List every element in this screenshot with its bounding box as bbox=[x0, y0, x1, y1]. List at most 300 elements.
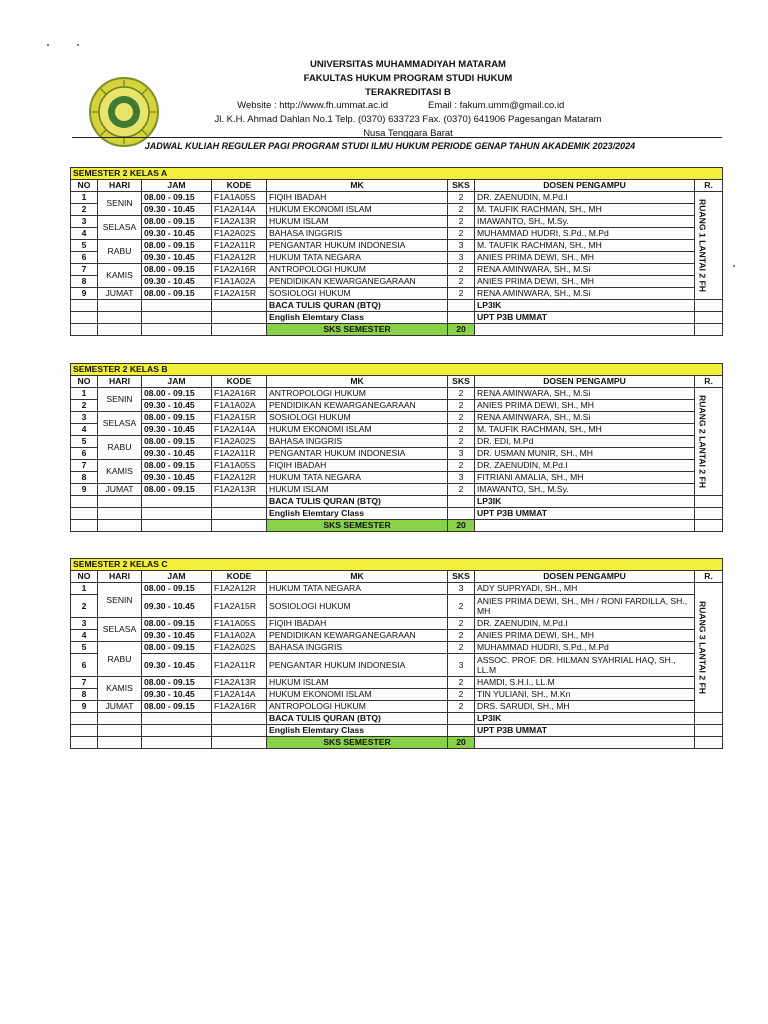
col-jam: JAM bbox=[142, 180, 212, 192]
col-kode: KODE bbox=[212, 180, 267, 192]
table-cell bbox=[71, 520, 98, 532]
table-cell bbox=[98, 725, 142, 737]
sks-total: 20 bbox=[448, 737, 475, 749]
table-cell bbox=[71, 300, 98, 312]
table-cell: 1 bbox=[71, 388, 98, 400]
table-cell: 09.30 - 10.45 bbox=[142, 654, 212, 677]
sks-total: 20 bbox=[448, 324, 475, 336]
table-cell: 8 bbox=[71, 276, 98, 288]
table-row bbox=[71, 472, 723, 484]
table-cell bbox=[98, 520, 142, 532]
table-cell: F1A2A02S bbox=[212, 642, 267, 654]
table-cell: FIQIH IBADAH bbox=[267, 618, 448, 630]
table-row bbox=[71, 583, 723, 595]
table-cell: LP3IK bbox=[475, 496, 695, 508]
table-cell: 4 bbox=[71, 424, 98, 436]
table-cell: F1A2A02S bbox=[212, 436, 267, 448]
table-cell: F1A2A11R bbox=[212, 654, 267, 677]
table-cell: RABU bbox=[98, 642, 142, 677]
table-cell: KAMIS bbox=[98, 677, 142, 701]
table-cell: RABU bbox=[98, 240, 142, 264]
table-cell: 2 bbox=[71, 595, 98, 618]
table-cell bbox=[142, 713, 212, 725]
table-cell: SELASA bbox=[98, 412, 142, 436]
table-cell: ANIES PRIMA DEWI, SH., MH / RONI FARDILLA, SH., MH bbox=[475, 595, 695, 618]
table-cell: 5 bbox=[71, 240, 98, 252]
table-cell: HUKUM TATA NEGARA bbox=[267, 252, 448, 264]
table-cell: FIQIH IBADAH bbox=[267, 192, 448, 204]
col-no: NO bbox=[71, 376, 98, 388]
table-cell: 4 bbox=[71, 228, 98, 240]
col-ruang: R. bbox=[695, 180, 723, 192]
table-cell: F1A2A11R bbox=[212, 448, 267, 460]
table-cell: UPT P3B UMMAT bbox=[475, 312, 695, 324]
table-cell bbox=[695, 388, 723, 496]
table-cell bbox=[212, 312, 267, 324]
table-cell: PENGANTAR HUKUM INDONESIA bbox=[267, 448, 448, 460]
table-cell: HUKUM ISLAM bbox=[267, 216, 448, 228]
table-cell bbox=[142, 508, 212, 520]
table-cell: F1A2A14A bbox=[212, 204, 267, 216]
table-cell: 09.30 - 10.45 bbox=[142, 630, 212, 642]
table-cell: 3 bbox=[71, 216, 98, 228]
table-cell: 09.30 - 10.45 bbox=[142, 276, 212, 288]
sks-total-label: SKS SEMESTER bbox=[267, 324, 448, 336]
table-cell: UPT P3B UMMAT bbox=[475, 508, 695, 520]
col-dosen: DOSEN PENGAMPU bbox=[475, 180, 695, 192]
table-cell: HUKUM EKONOMI ISLAM bbox=[267, 204, 448, 216]
table-row bbox=[71, 252, 723, 264]
col-mk: MK bbox=[267, 180, 448, 192]
table-cell bbox=[142, 725, 212, 737]
email: Email : fakum.umm@gmail.co.id bbox=[428, 100, 565, 111]
table-cell bbox=[695, 312, 723, 324]
table-cell bbox=[212, 737, 267, 749]
schedule-table-kelas-b bbox=[70, 363, 723, 532]
table-row bbox=[71, 654, 723, 677]
table-cell: 09.30 - 10.45 bbox=[142, 448, 212, 460]
table-row bbox=[71, 264, 723, 276]
col-hari: HARI bbox=[98, 180, 142, 192]
table-row bbox=[71, 701, 723, 713]
table-cell: 09.30 - 10.45 bbox=[142, 424, 212, 436]
table-cell bbox=[212, 520, 267, 532]
table-cell: JUMAT bbox=[98, 701, 142, 713]
col-mk: MK bbox=[267, 376, 448, 388]
table-cell: IMAWANTO, SH., M.Sy. bbox=[475, 484, 695, 496]
table-cell: F1A2A12R bbox=[212, 583, 267, 595]
room-label: RUANG 3 LANTAI 2 FH bbox=[697, 601, 708, 694]
table-cell: 9 bbox=[71, 288, 98, 300]
table-row bbox=[71, 448, 723, 460]
table-cell: 08.00 - 09.15 bbox=[142, 216, 212, 228]
col-no: NO bbox=[71, 180, 98, 192]
table-cell: English Elemtary Class bbox=[267, 312, 448, 324]
table-cell: ANTROPOLOGI HUKUM bbox=[267, 701, 448, 713]
region: Nusa Tenggara Barat bbox=[363, 128, 453, 139]
col-dosen: DOSEN PENGAMPU bbox=[475, 376, 695, 388]
table-cell: F1A2A12R bbox=[212, 252, 267, 264]
table-cell: 08.00 - 09.15 bbox=[142, 240, 212, 252]
table-cell: ANIES PRIMA DEWI, SH., MH bbox=[475, 630, 695, 642]
table-cell: 2 bbox=[448, 630, 475, 642]
table-cell: 3 bbox=[71, 618, 98, 630]
table-row bbox=[71, 689, 723, 701]
table-cell: 7 bbox=[71, 264, 98, 276]
table-cell: SELASA bbox=[98, 216, 142, 240]
table-cell: F1A2A16R bbox=[212, 701, 267, 713]
table-cell: 6 bbox=[71, 252, 98, 264]
table-cell: 2 bbox=[448, 436, 475, 448]
table-cell: F1A2A12R bbox=[212, 472, 267, 484]
letterhead bbox=[88, 56, 728, 178]
col-hari: HARI bbox=[98, 571, 142, 583]
table-cell: 2 bbox=[448, 642, 475, 654]
table-cell bbox=[98, 324, 142, 336]
table-cell: F1A2A15R bbox=[212, 595, 267, 618]
table-cell: 2 bbox=[448, 618, 475, 630]
table-cell: M. TAUFIK RACHMAN, SH., MH bbox=[475, 204, 695, 216]
table-cell: 2 bbox=[448, 288, 475, 300]
extra-row-btq bbox=[71, 300, 723, 312]
table-cell: F1A2A11R bbox=[212, 240, 267, 252]
room-label: RUANG 2 LANTAI 2 FH bbox=[697, 395, 708, 488]
extra-row-english bbox=[71, 508, 723, 520]
table-cell: F1A2A13R bbox=[212, 484, 267, 496]
table-row bbox=[71, 424, 723, 436]
table-cell: F1A2A15R bbox=[212, 288, 267, 300]
table-cell: DR. ZAENUDIN, M.Pd.I bbox=[475, 460, 695, 472]
table-cell: ANIES PRIMA DEWI, SH., MH bbox=[475, 276, 695, 288]
table-cell: RENA AMINWARA, SH., M.Si bbox=[475, 264, 695, 276]
col-dosen: DOSEN PENGAMPU bbox=[475, 571, 695, 583]
sks-total-row bbox=[71, 324, 723, 336]
table-cell: SELASA bbox=[98, 618, 142, 642]
table-cell: KAMIS bbox=[98, 264, 142, 288]
table-cell: English Elemtary Class bbox=[267, 725, 448, 737]
table-cell: 2 bbox=[448, 388, 475, 400]
col-ruang: R. bbox=[695, 571, 723, 583]
table-cell: 09.30 - 10.45 bbox=[142, 595, 212, 618]
table-cell: 3 bbox=[448, 252, 475, 264]
table-cell: SENIN bbox=[98, 583, 142, 618]
table-cell: F1A1A02A bbox=[212, 630, 267, 642]
university-name: UNIVERSITAS MUHAMMADIYAH MATARAM bbox=[310, 59, 506, 70]
table-cell bbox=[448, 312, 475, 324]
table-cell bbox=[71, 312, 98, 324]
table-cell: 1 bbox=[71, 192, 98, 204]
table-cell: 9 bbox=[71, 701, 98, 713]
table-cell: F1A2A14A bbox=[212, 424, 267, 436]
table-cell bbox=[142, 520, 212, 532]
table-row bbox=[71, 204, 723, 216]
table-cell: 3 bbox=[448, 240, 475, 252]
table-cell: 08.00 - 09.15 bbox=[142, 484, 212, 496]
table-cell: 6 bbox=[71, 654, 98, 677]
table-cell: DR. USMAN MUNIR, SH., MH bbox=[475, 448, 695, 460]
col-no: NO bbox=[71, 571, 98, 583]
table-cell: 08.00 - 09.15 bbox=[142, 460, 212, 472]
table-cell: TIN YULIANI, SH., M.Kn bbox=[475, 689, 695, 701]
table-row bbox=[71, 400, 723, 412]
table-cell bbox=[212, 508, 267, 520]
table-cell: 2 bbox=[448, 460, 475, 472]
table-cell: 2 bbox=[71, 400, 98, 412]
table-cell: 2 bbox=[448, 701, 475, 713]
table-cell: 3 bbox=[448, 654, 475, 677]
extra-row-english bbox=[71, 725, 723, 737]
table-row bbox=[71, 677, 723, 689]
table-cell: 7 bbox=[71, 677, 98, 689]
table-cell: 2 bbox=[448, 484, 475, 496]
table-cell bbox=[695, 713, 723, 725]
table-cell: DR. ZAENUDIN, M.Pd.I bbox=[475, 192, 695, 204]
table-cell: 5 bbox=[71, 642, 98, 654]
table-row bbox=[71, 276, 723, 288]
table-cell bbox=[448, 725, 475, 737]
table-row bbox=[71, 618, 723, 630]
table-cell bbox=[142, 300, 212, 312]
table-cell: PENGANTAR HUKUM INDONESIA bbox=[267, 654, 448, 677]
table-cell bbox=[448, 713, 475, 725]
table-cell bbox=[695, 508, 723, 520]
table-cell: 09.30 - 10.45 bbox=[142, 689, 212, 701]
table-cell: BAHASA INGGRIS bbox=[267, 436, 448, 448]
table-cell bbox=[695, 583, 723, 713]
room-label: RUANG 1 LANTAI 2 FH bbox=[697, 199, 708, 292]
col-kode: KODE bbox=[212, 571, 267, 583]
table-cell: HUKUM EKONOMI ISLAM bbox=[267, 424, 448, 436]
table-cell: SOSIOLOGI HUKUM bbox=[267, 595, 448, 618]
table-cell bbox=[212, 324, 267, 336]
table-cell: BAHASA INGGRIS bbox=[267, 228, 448, 240]
table-cell: HUKUM TATA NEGARA bbox=[267, 583, 448, 595]
table-cell: F1A2A14A bbox=[212, 689, 267, 701]
col-kode: KODE bbox=[212, 376, 267, 388]
table-cell: HUKUM EKONOMI ISLAM bbox=[267, 689, 448, 701]
table-cell: F1A1A02A bbox=[212, 400, 267, 412]
table-cell bbox=[695, 520, 723, 532]
table-cell: PENDIDIKAN KEWARGANEGARAAN bbox=[267, 276, 448, 288]
table-cell bbox=[448, 300, 475, 312]
table-cell: 08.00 - 09.15 bbox=[142, 264, 212, 276]
table-cell bbox=[695, 300, 723, 312]
table-cell: SOSIOLOGI HUKUM bbox=[267, 288, 448, 300]
table-cell: 1 bbox=[71, 583, 98, 595]
col-sks: SKS bbox=[448, 180, 475, 192]
table-cell: 08.00 - 09.15 bbox=[142, 412, 212, 424]
table-cell: English Elemtary Class bbox=[267, 508, 448, 520]
table-cell: 09.30 - 10.45 bbox=[142, 400, 212, 412]
table-cell: F1A2A16R bbox=[212, 388, 267, 400]
table-cell bbox=[142, 737, 212, 749]
table-cell: 2 bbox=[448, 689, 475, 701]
table-cell bbox=[212, 725, 267, 737]
sks-total-label: SKS SEMESTER bbox=[267, 520, 448, 532]
table-row bbox=[71, 460, 723, 472]
table-cell bbox=[475, 737, 695, 749]
col-mk: MK bbox=[267, 571, 448, 583]
table-cell: DR. EDI, M.Pd bbox=[475, 436, 695, 448]
extra-row-btq bbox=[71, 713, 723, 725]
table-cell: 08.00 - 09.15 bbox=[142, 618, 212, 630]
table-cell: RENA AMINWARA, SH., M.Si bbox=[475, 388, 695, 400]
table-cell: 2 bbox=[448, 216, 475, 228]
table-cell: FITRIANI AMALIA, SH., MH bbox=[475, 472, 695, 484]
table-cell: F1A2A15R bbox=[212, 412, 267, 424]
table-row bbox=[71, 228, 723, 240]
table-cell: 6 bbox=[71, 448, 98, 460]
table-cell: 08.00 - 09.15 bbox=[142, 388, 212, 400]
table-cell: F1A2A13R bbox=[212, 216, 267, 228]
accreditation: TERAKREDITASI B bbox=[365, 87, 451, 98]
table-cell bbox=[142, 324, 212, 336]
table-cell: 2 bbox=[448, 192, 475, 204]
table-cell: 9 bbox=[71, 484, 98, 496]
table-cell: 08.00 - 09.15 bbox=[142, 436, 212, 448]
table-cell: M. TAUFIK RACHMAN, SH., MH bbox=[475, 424, 695, 436]
address: Jl. K.H. Ahmad Dahlan No.1 Telp. (0370) 633723 Fax. (0370) 641906 Pagesangan Mataram bbox=[214, 114, 602, 125]
table-cell bbox=[98, 312, 142, 324]
table-row bbox=[71, 595, 723, 618]
table-cell: RABU bbox=[98, 436, 142, 460]
table-cell: 4 bbox=[71, 630, 98, 642]
table-row bbox=[71, 436, 723, 448]
table-cell: ASSOC. PROF. DR. HILMAN SYAHRIAL HAQ, SH., LL.M bbox=[475, 654, 695, 677]
table-cell: BACA TULIS QURAN (BTQ) bbox=[267, 300, 448, 312]
schedule-title: JADWAL KULIAH REGULER PAGI PROGRAM STUDI ILMU HUKUM PERIODE GENAP TAHUN AKADEMIK 2023/2024 bbox=[144, 141, 636, 151]
table-cell: LP3IK bbox=[475, 713, 695, 725]
section-title: SEMESTER 2 KELAS A bbox=[71, 168, 723, 180]
table-cell: ANIES PRIMA DEWI, SH., MH bbox=[475, 400, 695, 412]
table-cell bbox=[448, 508, 475, 520]
extra-row-btq bbox=[71, 496, 723, 508]
table-cell: 09.30 - 10.45 bbox=[142, 472, 212, 484]
table-cell: 3 bbox=[71, 412, 98, 424]
speck bbox=[77, 44, 79, 46]
table-row bbox=[71, 192, 723, 204]
sks-total: 20 bbox=[448, 520, 475, 532]
table-cell: 09.30 - 10.45 bbox=[142, 228, 212, 240]
table-cell bbox=[98, 496, 142, 508]
header-divider bbox=[72, 137, 722, 138]
table-cell: SENIN bbox=[98, 388, 142, 412]
table-cell: HUKUM ISLAM bbox=[267, 484, 448, 496]
faculty-name: FAKULTAS HUKUM PROGRAM STUDI HUKUM bbox=[303, 73, 513, 84]
table-cell: 08.00 - 09.15 bbox=[142, 642, 212, 654]
table-cell: 08.00 - 09.15 bbox=[142, 583, 212, 595]
table-cell bbox=[212, 300, 267, 312]
table-row bbox=[71, 240, 723, 252]
table-cell: 5 bbox=[71, 436, 98, 448]
table-cell: 09.30 - 10.45 bbox=[142, 204, 212, 216]
table-cell: 8 bbox=[71, 689, 98, 701]
table-row bbox=[71, 642, 723, 654]
table-cell bbox=[695, 725, 723, 737]
table-cell: RENA AMINWARA, SH., M.Si bbox=[475, 288, 695, 300]
sks-total-row bbox=[71, 737, 723, 749]
table-cell: 2 bbox=[448, 228, 475, 240]
table-cell: RENA AMINWARA, SH., M.Si bbox=[475, 412, 695, 424]
table-cell: 08.00 - 09.15 bbox=[142, 288, 212, 300]
schedule-table-kelas-c bbox=[70, 558, 723, 749]
table-cell bbox=[695, 324, 723, 336]
table-cell: BACA TULIS QURAN (BTQ) bbox=[267, 496, 448, 508]
speck bbox=[733, 265, 735, 267]
table-cell: FIQIH IBADAH bbox=[267, 460, 448, 472]
table-cell: KAMIS bbox=[98, 460, 142, 484]
table-cell: ANIES PRIMA DEWI, SH., MH bbox=[475, 252, 695, 264]
sks-total-label: SKS SEMESTER bbox=[267, 737, 448, 749]
table-cell bbox=[71, 324, 98, 336]
table-cell: 2 bbox=[448, 424, 475, 436]
table-cell: SENIN bbox=[98, 192, 142, 216]
col-sks: SKS bbox=[448, 571, 475, 583]
table-cell bbox=[212, 496, 267, 508]
table-cell: 3 bbox=[448, 583, 475, 595]
website: Website : http://www.fh.ummat.ac.id bbox=[237, 100, 388, 111]
table-cell: 2 bbox=[448, 595, 475, 618]
col-sks: SKS bbox=[448, 376, 475, 388]
table-cell: F1A2A16R bbox=[212, 264, 267, 276]
sks-total-row bbox=[71, 520, 723, 532]
table-cell: M. TAUFIK RACHMAN, SH., MH bbox=[475, 240, 695, 252]
table-cell: F1A2A13R bbox=[212, 677, 267, 689]
table-row bbox=[71, 412, 723, 424]
table-cell bbox=[98, 508, 142, 520]
table-cell: MUHAMMAD HUDRI, S.Pd., M.Pd bbox=[475, 228, 695, 240]
table-cell: 2 bbox=[448, 204, 475, 216]
col-jam: JAM bbox=[142, 376, 212, 388]
schedule-table-kelas-a bbox=[70, 167, 723, 336]
table-cell: HUKUM ISLAM bbox=[267, 677, 448, 689]
table-cell bbox=[71, 713, 98, 725]
col-jam: JAM bbox=[142, 571, 212, 583]
table-cell: ANTROPOLOGI HUKUM bbox=[267, 264, 448, 276]
table-cell: 8 bbox=[71, 472, 98, 484]
section-title: SEMESTER 2 KELAS B bbox=[71, 364, 723, 376]
table-cell bbox=[475, 324, 695, 336]
table-cell: LP3IK bbox=[475, 300, 695, 312]
table-cell bbox=[448, 496, 475, 508]
table-cell bbox=[98, 713, 142, 725]
table-cell: 2 bbox=[448, 400, 475, 412]
table-cell bbox=[475, 520, 695, 532]
table-cell: DRS. SARUDI, SH., MH bbox=[475, 701, 695, 713]
table-cell: 2 bbox=[448, 412, 475, 424]
section-title: SEMESTER 2 KELAS C bbox=[71, 559, 723, 571]
table-cell: 3 bbox=[448, 448, 475, 460]
table-cell: SOSIOLOGI HUKUM bbox=[267, 412, 448, 424]
table-cell: 08.00 - 09.15 bbox=[142, 677, 212, 689]
table-cell: PENDIDIKAN KEWARGANEGARAAN bbox=[267, 630, 448, 642]
table-cell bbox=[71, 737, 98, 749]
table-cell bbox=[98, 300, 142, 312]
table-cell: UPT P3B UMMAT bbox=[475, 725, 695, 737]
table-cell bbox=[142, 312, 212, 324]
table-cell: JUMAT bbox=[98, 484, 142, 496]
table-cell bbox=[212, 713, 267, 725]
table-cell: HAMDI, S.H.I., LL.M bbox=[475, 677, 695, 689]
table-cell: BACA TULIS QURAN (BTQ) bbox=[267, 713, 448, 725]
table-cell bbox=[98, 737, 142, 749]
table-cell bbox=[142, 496, 212, 508]
table-cell: 08.00 - 09.15 bbox=[142, 192, 212, 204]
table-cell: F1A2A02S bbox=[212, 228, 267, 240]
table-cell: F1A1A05S bbox=[212, 192, 267, 204]
table-cell bbox=[695, 737, 723, 749]
table-cell bbox=[71, 508, 98, 520]
